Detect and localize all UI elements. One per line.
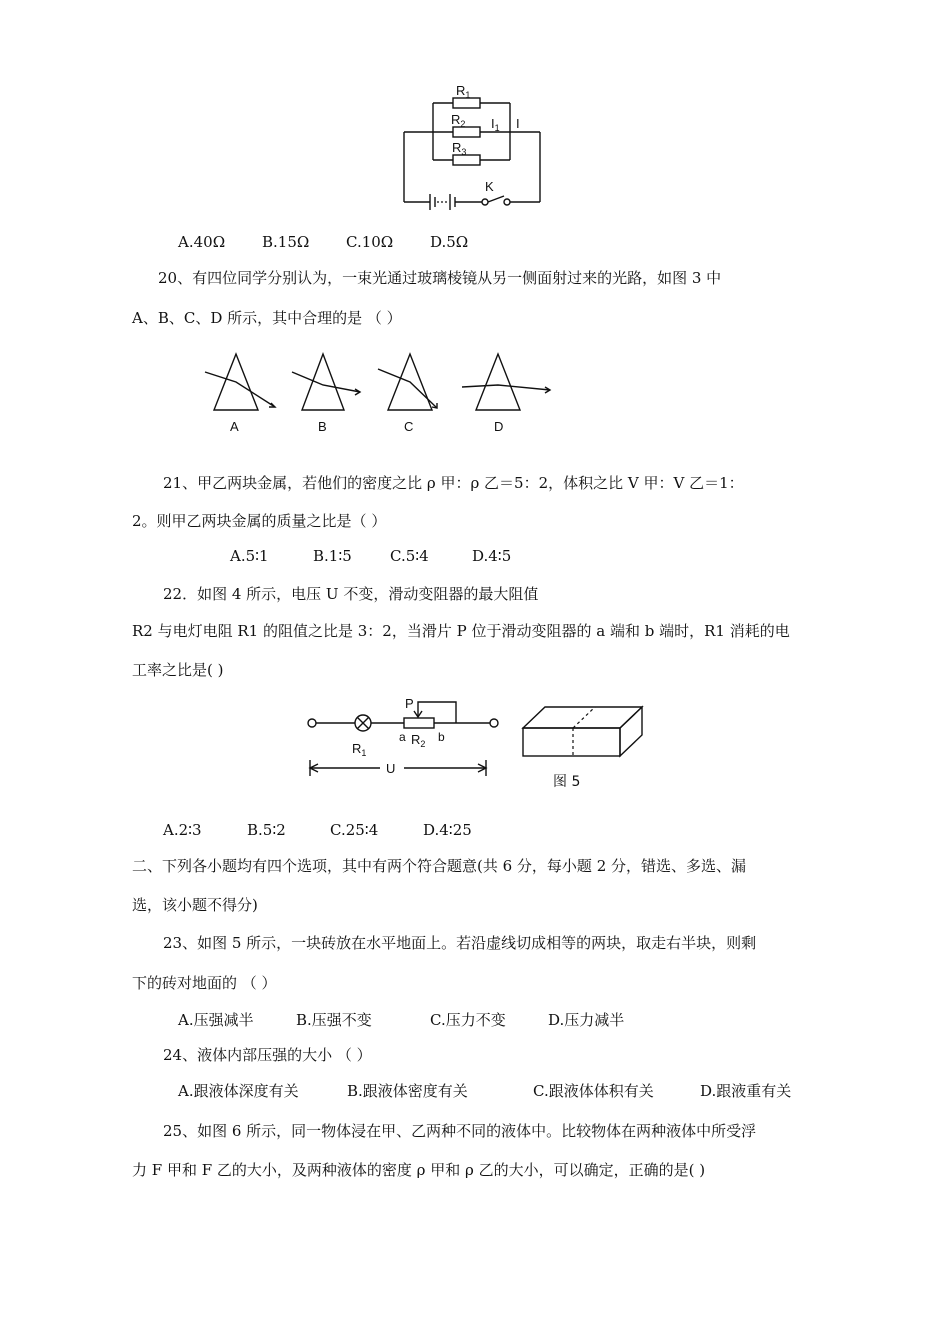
q20-line2: A、B、C、D 所示，其中合理的是 （ ） — [132, 309, 402, 327]
q22-line1: 22．如图 4 所示，电压 U 不变，滑动变阻器的最大阻值 — [163, 585, 539, 603]
lamp-symbol — [355, 715, 371, 731]
label-r1: $R_1$ — [352, 741, 367, 758]
label-r2: $R_2$ — [451, 112, 466, 129]
q19-option-b: B.15Ω — [262, 233, 310, 251]
q21-line2: 2。则甲乙两块金属的质量之比是（ ） — [132, 512, 387, 530]
q24-option-c: C.跟液体体积有关 — [533, 1082, 654, 1100]
q20-line1: 20、有四位同学分别认为，一束光通过玻璃棱镜从另一侧面射过来的光路，如图 3 中 — [158, 269, 722, 287]
resistor-r3 — [453, 155, 480, 165]
q19-option-a: A.40Ω — [178, 233, 226, 251]
label-b: b — [438, 730, 445, 744]
rheostat-circuit — [308, 696, 498, 776]
q25-line2: 力 F 甲和 F 乙的大小，及两种液体的密度 ρ 甲和 ρ 乙的大小，可以确定，正确的是( ) — [132, 1161, 706, 1179]
q23-line1: 23、如图 5 所示，一块砖放在水平地面上。若沿虚线切成相等的两块，取走右半块，则剩 — [163, 934, 757, 952]
q24-option-a: A.跟液体深度有关 — [178, 1082, 299, 1100]
rheostat-circuit-and-brick-diagram — [0, 690, 950, 800]
prism-diagrams — [0, 340, 950, 440]
q22-line3: 工率之比是( ) — [132, 661, 224, 679]
q22-option-a: A.2∶3 — [163, 821, 202, 839]
resistor-r2 — [453, 127, 480, 137]
section2-line2: 选，该小题不得分) — [132, 896, 258, 914]
q21-option-b: B.1∶5 — [313, 547, 352, 565]
q23-line2: 下的砖对地面的 （ ） — [132, 974, 277, 992]
q23-option-a: A.压强减半 — [178, 1011, 254, 1029]
q22-option-c: C.25∶4 — [330, 821, 379, 839]
q21-line1: 21、甲乙两块金属，若他们的密度之比 ρ 甲：ρ 乙＝5：2，体积之比 V 甲：V 乙＝1： — [163, 474, 744, 492]
q21-option-a: A.5∶1 — [230, 547, 269, 565]
fig5-caption: 图 5 — [553, 774, 581, 790]
q21-option-c: C.5∶4 — [390, 547, 429, 565]
parallel-circuit-diagram — [0, 0, 950, 220]
prism-label-d: D — [494, 419, 504, 434]
brick-figure — [523, 707, 642, 756]
prism-label-b: B — [318, 419, 327, 434]
label-p: P — [405, 696, 414, 711]
q21-option-d: D.4∶5 — [472, 547, 512, 565]
q24-line1: 24、液体内部压强的大小 （ ） — [163, 1046, 372, 1064]
label-r1: $R_1$ — [456, 83, 471, 100]
prism-d — [462, 354, 550, 410]
q22-option-d: D.4∶25 — [423, 821, 472, 839]
q24-option-b: B.跟液体密度有关 — [347, 1082, 468, 1100]
prism-a — [205, 354, 275, 410]
q22-option-b: B.5∶2 — [247, 821, 286, 839]
label-r3: $R_3$ — [452, 140, 467, 157]
label-u: U — [386, 761, 396, 776]
label-k: K — [485, 179, 494, 194]
q19-option-c: C.10Ω — [346, 233, 394, 251]
label-i: I — [516, 116, 520, 131]
prism-label-a: A — [230, 419, 239, 434]
prism-label-c: C — [404, 419, 414, 434]
prism-b — [292, 354, 360, 410]
battery-symbol — [430, 194, 455, 210]
q23-option-b: B.压强不变 — [296, 1011, 372, 1029]
label-i1: $I_1$ — [491, 116, 500, 133]
q19-option-d: D.5Ω — [430, 233, 469, 251]
q23-option-c: C.压力不变 — [430, 1011, 506, 1029]
label-a: a — [399, 730, 406, 744]
label-r2: $R_2$ — [411, 732, 426, 749]
q23-option-d: D.压力减半 — [548, 1011, 625, 1029]
q22-line2: R2 与电灯电阻 R1 的阻值之比是 3：2，当滑片 P 位于滑动变阻器的 a 端和 b 端时，R1 消耗的电 — [132, 622, 790, 640]
rheostat-r2 — [404, 718, 434, 728]
switch-k — [482, 196, 510, 205]
prism-c — [378, 354, 437, 410]
q25-line1: 25、如图 6 所示，同一物体浸在甲、乙两种不同的液体中。比较物体在两种液体中所受浮 — [163, 1122, 757, 1140]
q24-option-d: D.跟液重有关 — [700, 1082, 792, 1100]
section2-line1: 二、下列各小题均有四个选项，其中有两个符合题意(共 6 分，每小题 2 分，错选、多选、漏 — [132, 857, 747, 875]
